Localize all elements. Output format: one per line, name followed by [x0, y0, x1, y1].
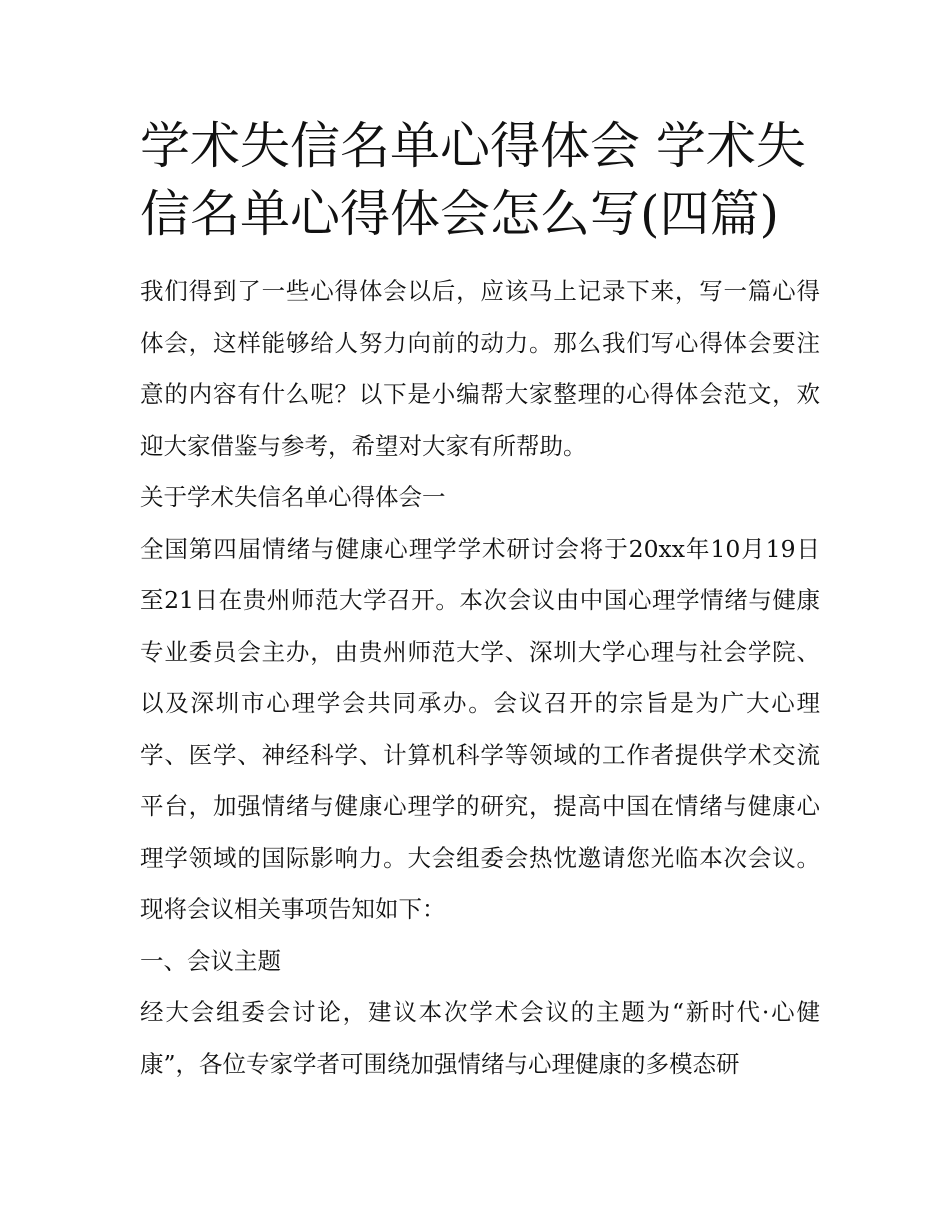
section-heading: 关于学术失信名单心得体会一: [140, 483, 446, 511]
intro-paragraph: 我们得到了一些心得体会以后，应该马上记录下来，写一篇心得体会，这样能够给人努力向前的动力。那么我们写心得体会要注意的内容有什么呢？以下是小编帮大家整理的心得体会范文，欢迎大家借鉴与参考，希望对大家有所帮助。: [140, 277, 820, 460]
document-title: 学术失信名单心得体会 学术失信名单心得体会怎么写(四篇): [140, 117, 806, 243]
body-paragraph: 全国第四届情绪与健康心理学学术研讨会将于20xx年10月19日至21日在贵州师范大学召开。本次会议由中国心理学情绪与健康专业委员会主办，由贵州师范大学、深圳大学心理与社会学院、以及深圳市心理学会共同承办。会议召开的宗旨是为广大心理学、医学、神经科学、计算机科学等领域的工作者提供学术交流平台，加强情绪与健康心理学的研究，提高中国在情绪与健康心理学领域的国际影响力。大会组委会热忱邀请您光临本次会议。现将会议相关事项告知如下：: [140, 534, 820, 923]
document-page: [140, 112, 820, 1090]
body-paragraph: 经大会组委会讨论，建议本次学术会议的主题为“新时代·心健康”，各位专家学者可围绕加强情绪与心理健康的多模态研: [140, 998, 820, 1078]
subsection-heading: 一、会议主题: [140, 946, 281, 975]
